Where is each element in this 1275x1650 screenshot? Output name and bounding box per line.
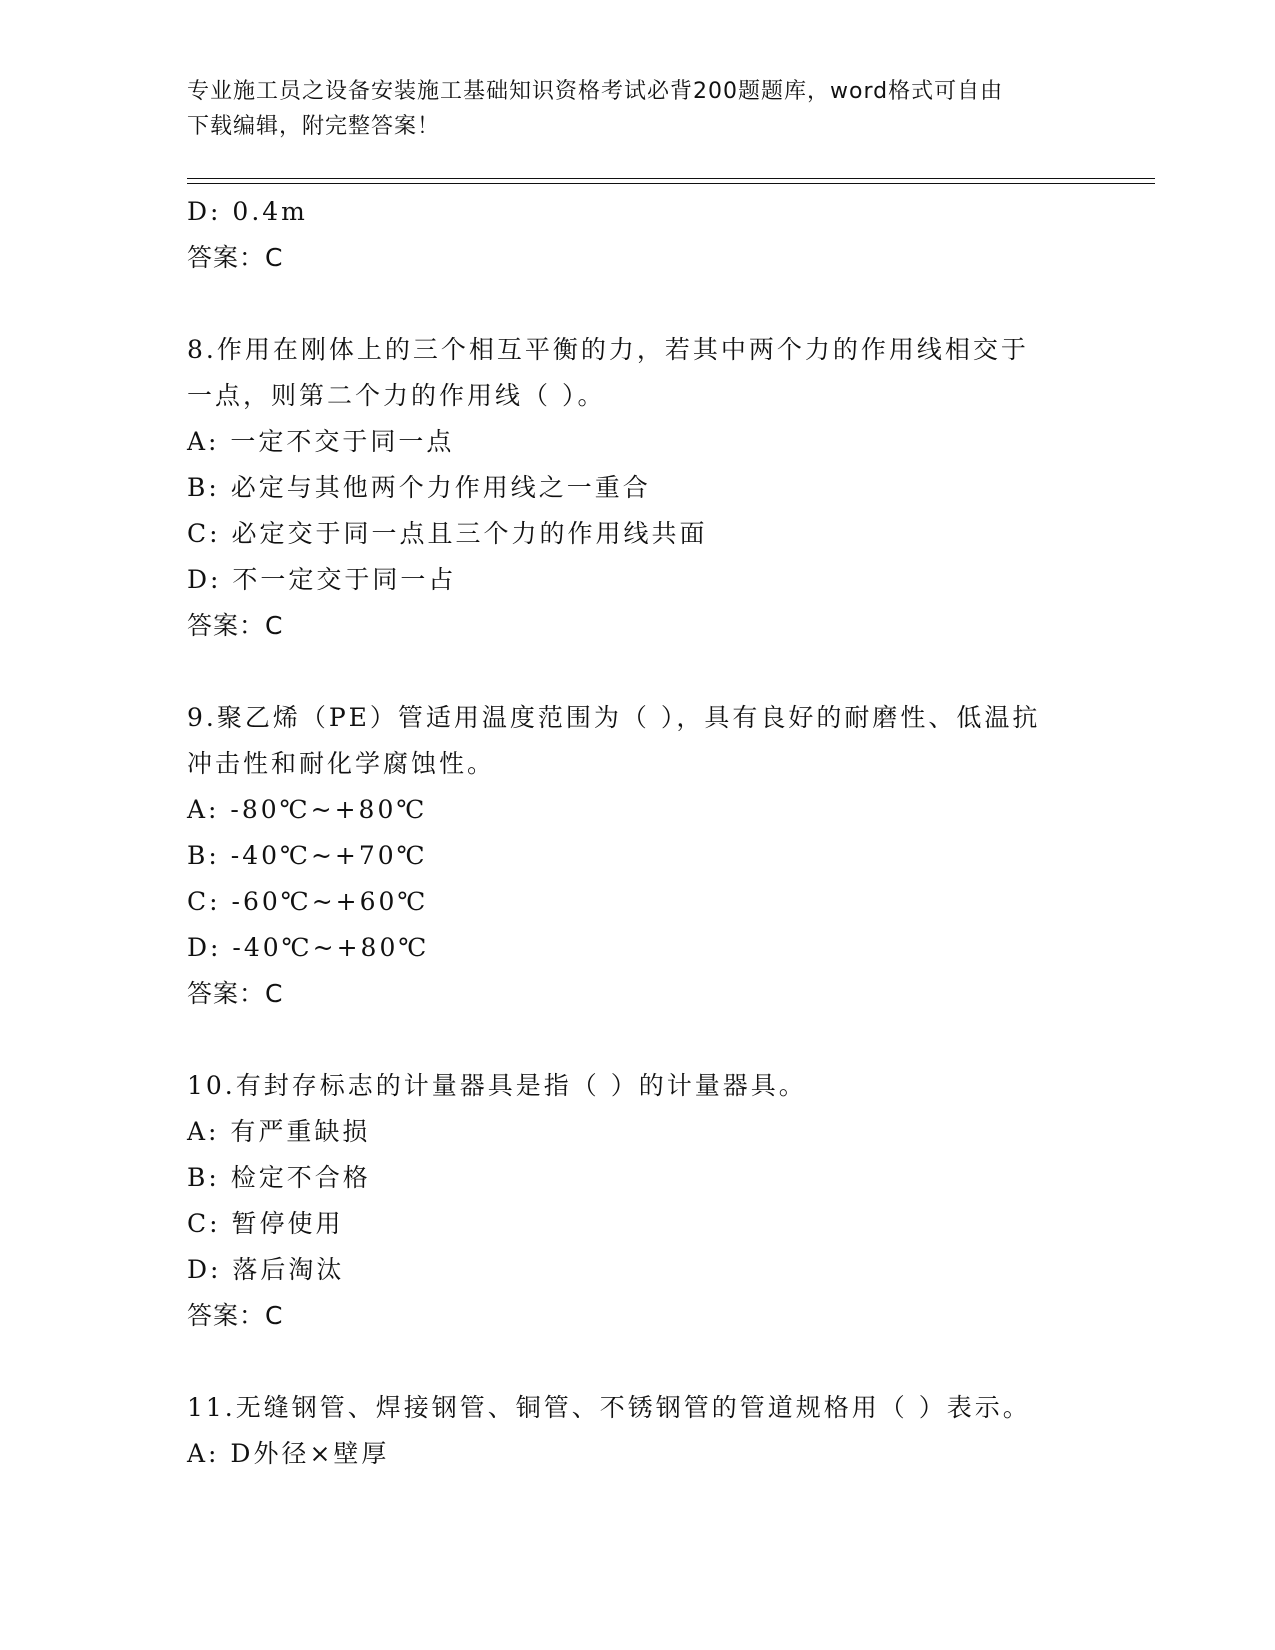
option-a: A: -80℃~+80℃ — [187, 795, 428, 824]
option-b: B: 检定不合格 — [187, 1163, 371, 1192]
question-11 — [187, 1385, 1107, 1477]
question-stem: 一点，则第二个力的作用线（ ）。 — [187, 381, 606, 410]
question-stem: 11.无缝钢管、焊接钢管、铜管、不锈钢管的管道规格用（ ）表示。 — [187, 1393, 1031, 1422]
option-b: B: 必定与其他两个力作用线之一重合 — [187, 473, 651, 502]
option-d: D: 0.4m — [187, 197, 308, 226]
question-stem: 10.有封存标志的计量器具是指（ ）的计量器具。 — [187, 1071, 807, 1100]
option-d: D: 落后淘汰 — [187, 1255, 345, 1284]
answer-line: 答案：C — [187, 979, 284, 1008]
document-body — [187, 189, 1107, 1477]
header-line-1: 专业施工员之设备安装施工基础知识资格考试必背200题题库，word格式可自由 — [187, 79, 1004, 104]
answer-line: 答案：C — [187, 611, 284, 640]
option-d: D: -40℃~+80℃ — [187, 933, 430, 962]
option-a: A: D外径×壁厚 — [187, 1439, 390, 1468]
answer-line: 答案：C — [187, 243, 284, 272]
page-header — [187, 74, 1067, 144]
question-9 — [187, 695, 1107, 1017]
header-line-2: 下载编辑，附完整答案！ — [187, 114, 441, 139]
option-a: A: 一定不交于同一点 — [187, 427, 455, 456]
question-gap — [187, 1017, 1107, 1063]
answer-line: 答案：C — [187, 1301, 284, 1330]
question-gap — [187, 281, 1107, 327]
question-stem: 9.聚乙烯（PE）管适用温度范围为（ ），具有良好的耐磨性、低温抗 — [187, 703, 1041, 732]
question-stem: 8.作用在刚体上的三个相互平衡的力，若其中两个力的作用线相交于 — [187, 335, 1029, 364]
option-b: B: -40℃~+70℃ — [187, 841, 428, 870]
header-divider-top — [187, 178, 1155, 179]
option-a: A: 有严重缺损 — [187, 1117, 371, 1146]
question-gap — [187, 649, 1107, 695]
option-d: D: 不一定交于同一占 — [187, 565, 457, 594]
question-stem: 冲击性和耐化学腐蚀性。 — [187, 749, 496, 778]
option-c: C: 必定交于同一点且三个力的作用线共面 — [187, 519, 708, 548]
question-10 — [187, 1063, 1107, 1339]
option-c: C: 暂停使用 — [187, 1209, 344, 1238]
question-8 — [187, 327, 1107, 649]
question-gap — [187, 1339, 1107, 1385]
option-c: C: -60℃~+60℃ — [187, 887, 429, 916]
header-divider-bottom — [187, 183, 1155, 184]
